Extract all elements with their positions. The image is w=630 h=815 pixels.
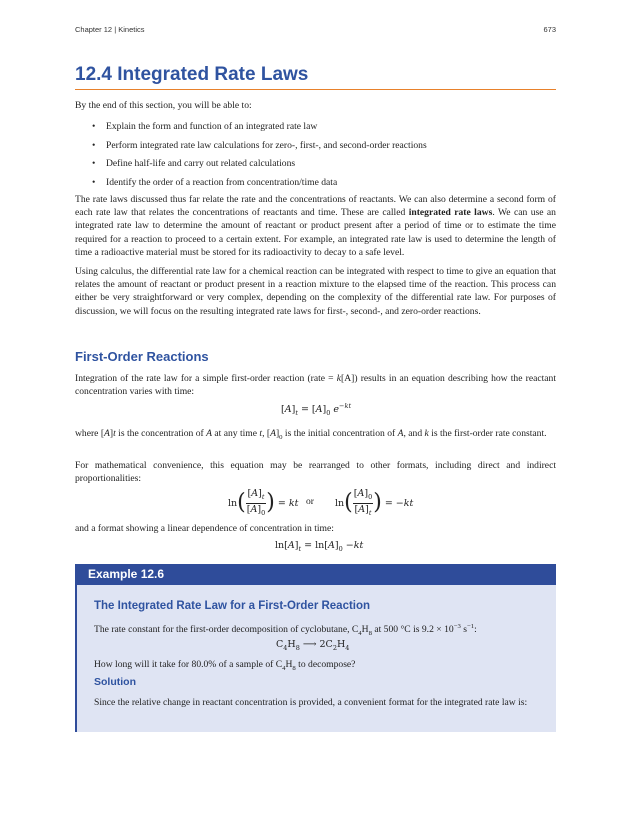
example-question: How long will it take for 80.0% of a sample of $C_4H_8$ to decompose? [94,659,356,672]
objectives-block [75,120,556,194]
example-rate-constant-text: The rate constant for the first-order decomposition of cyclobutane, $C_4H_8$ at 500 °C is $9.2 \times 10^{-3}$ $s^{-1}$: [94,623,477,638]
paragraph-first-order-intro: Integration of the rate law for a simple first-order reaction (rate = k[A]) results in an equation describing how the reactant concentration varies with time: [75,373,557,398]
running-header-chapter: Chapter 12 | Kinetics [75,25,145,34]
equation-linear-log: $\ln[A]_t = \ln[A]_0 -kt$ [275,540,364,553]
intro-text: By the end of this section, you will be able to: [75,100,252,111]
equation-decomposition: $C_4H_8$ ⟶ $2C_2H_4$ [276,639,350,652]
equation-log-ratio-direct: ln( $\frac{[A]_t}{[A]_0}$ ) = kt [228,488,299,517]
objectives-list [75,120,556,194]
page-number: 673 [543,25,556,34]
solution-text: Since the relative change in reactant concentration is provided, a convenient format for the integrated rate law is: [94,697,528,708]
solution-label: Solution [94,676,136,688]
paragraph-definitions: where [A]t is the concentration of A at any time t, $[A]_0$ is the initial concentration of A, and k is the first-order rate constant. [75,428,547,441]
objective-item: • Define half-life and carry out related calculations [75,157,556,176]
objective-item: • Explain the form and function of an integrated rate law [75,120,556,139]
example-header [75,564,556,585]
equation-exponential-decay: $[A]_t = [A]_0$ $e^{-kt}$ [281,402,352,418]
paragraph-linear: and a format showing a linear dependence of concentration in time: [75,523,334,534]
equation-log-ratio-inverse: ln( $\frac{[A]_0}{[A]_t}$ ) = −kt [335,488,414,517]
paragraph-rearranged: For mathematical convenience, this equation may be rearranged to other formats, including direct and indirect proportionalities: [75,460,556,485]
equation-or-label: or [306,497,314,507]
example-label: Example 12.6 [88,567,165,581]
paragraph-integrated-rate-laws: The rate laws discussed thus far relate the rate and the concentrations of reactants. We can also determine a second form of each rate law that relates the concentrations of reactants and time. These are called integrated rate laws. We can use an integrated rate law to determine the amount of reactant or product present after a period of time or to estimate the time required for a reaction to proceed to a certain extent. For example, an integrated rate law is used to determine the length of time a radioactive material must be stored for its radioactivity to decay to a safe level. [75,194,556,258]
key-term: integrated rate laws [408,207,493,219]
section-title-first-order: First-Order Reactions [75,349,209,364]
objective-item: • Perform integrated rate law calculations for zero-, first-, and second-order reactions [75,139,556,158]
page-title: 12.4 Integrated Rate Laws [75,64,309,85]
example-title: The Integrated Rate Law for a First-Order Reaction [94,600,371,612]
objective-item: • Identify the order of a reaction from concentration/time data [75,176,556,195]
paragraph-calculus: Using calculus, the differential rate law for a chemical reaction can be integrated with respect to time to give an equation that relates the amount of reactant or product present in a reaction mixture to the elapsed time of the reaction. This process can either be very straightforward or very complex, depending on the complexity of the differential rate law. For purposes of discussion, we will focus on the resulting integrated rate laws for first-, second-, and zero-order reactions. [75,266,556,317]
title-underline [75,89,556,90]
